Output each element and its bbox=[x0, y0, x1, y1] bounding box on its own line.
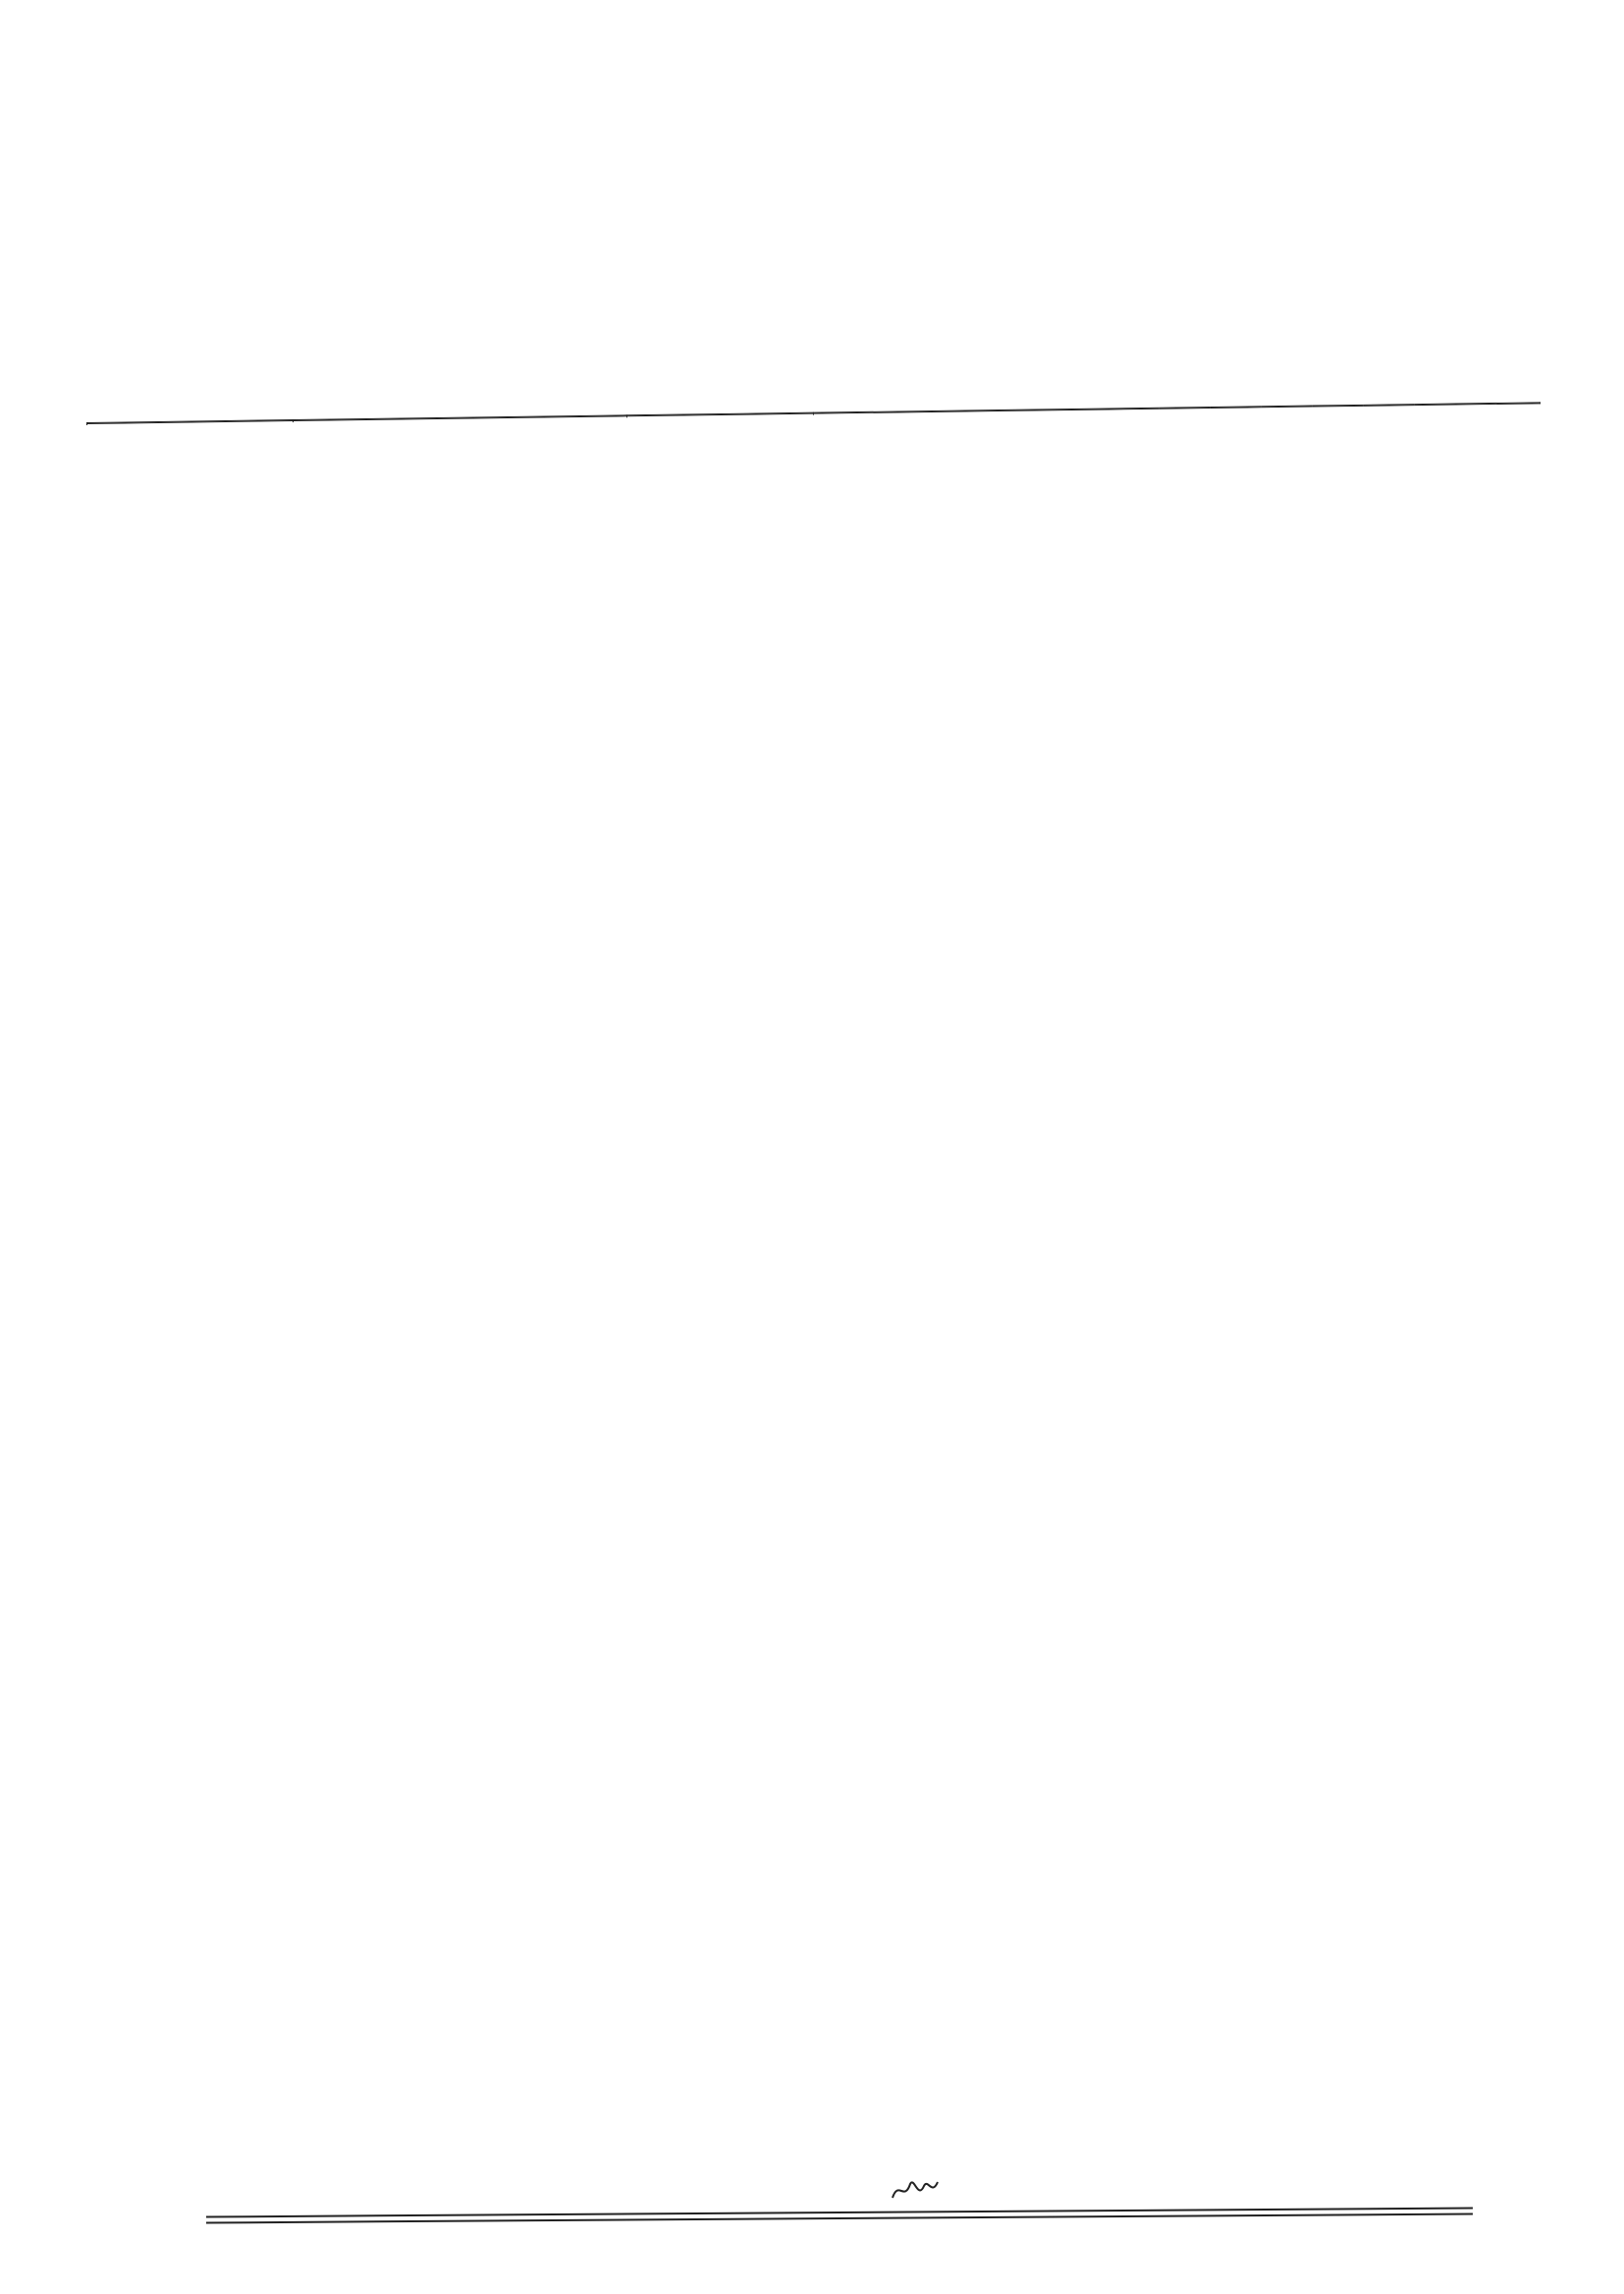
header-row-1 bbox=[87, 403, 1541, 424]
header-structure bbox=[1108, 403, 1540, 410]
schools-table bbox=[86, 402, 1541, 424]
header-regime bbox=[626, 412, 813, 416]
header-denomination bbox=[293, 415, 626, 421]
header-territoire bbox=[87, 420, 294, 424]
article-text bbox=[420, 257, 1437, 279]
schools-table-wrapper bbox=[86, 402, 1540, 424]
article-label bbox=[128, 291, 155, 326]
signature-mark bbox=[889, 2172, 947, 2206]
header-option bbox=[813, 409, 1108, 413]
